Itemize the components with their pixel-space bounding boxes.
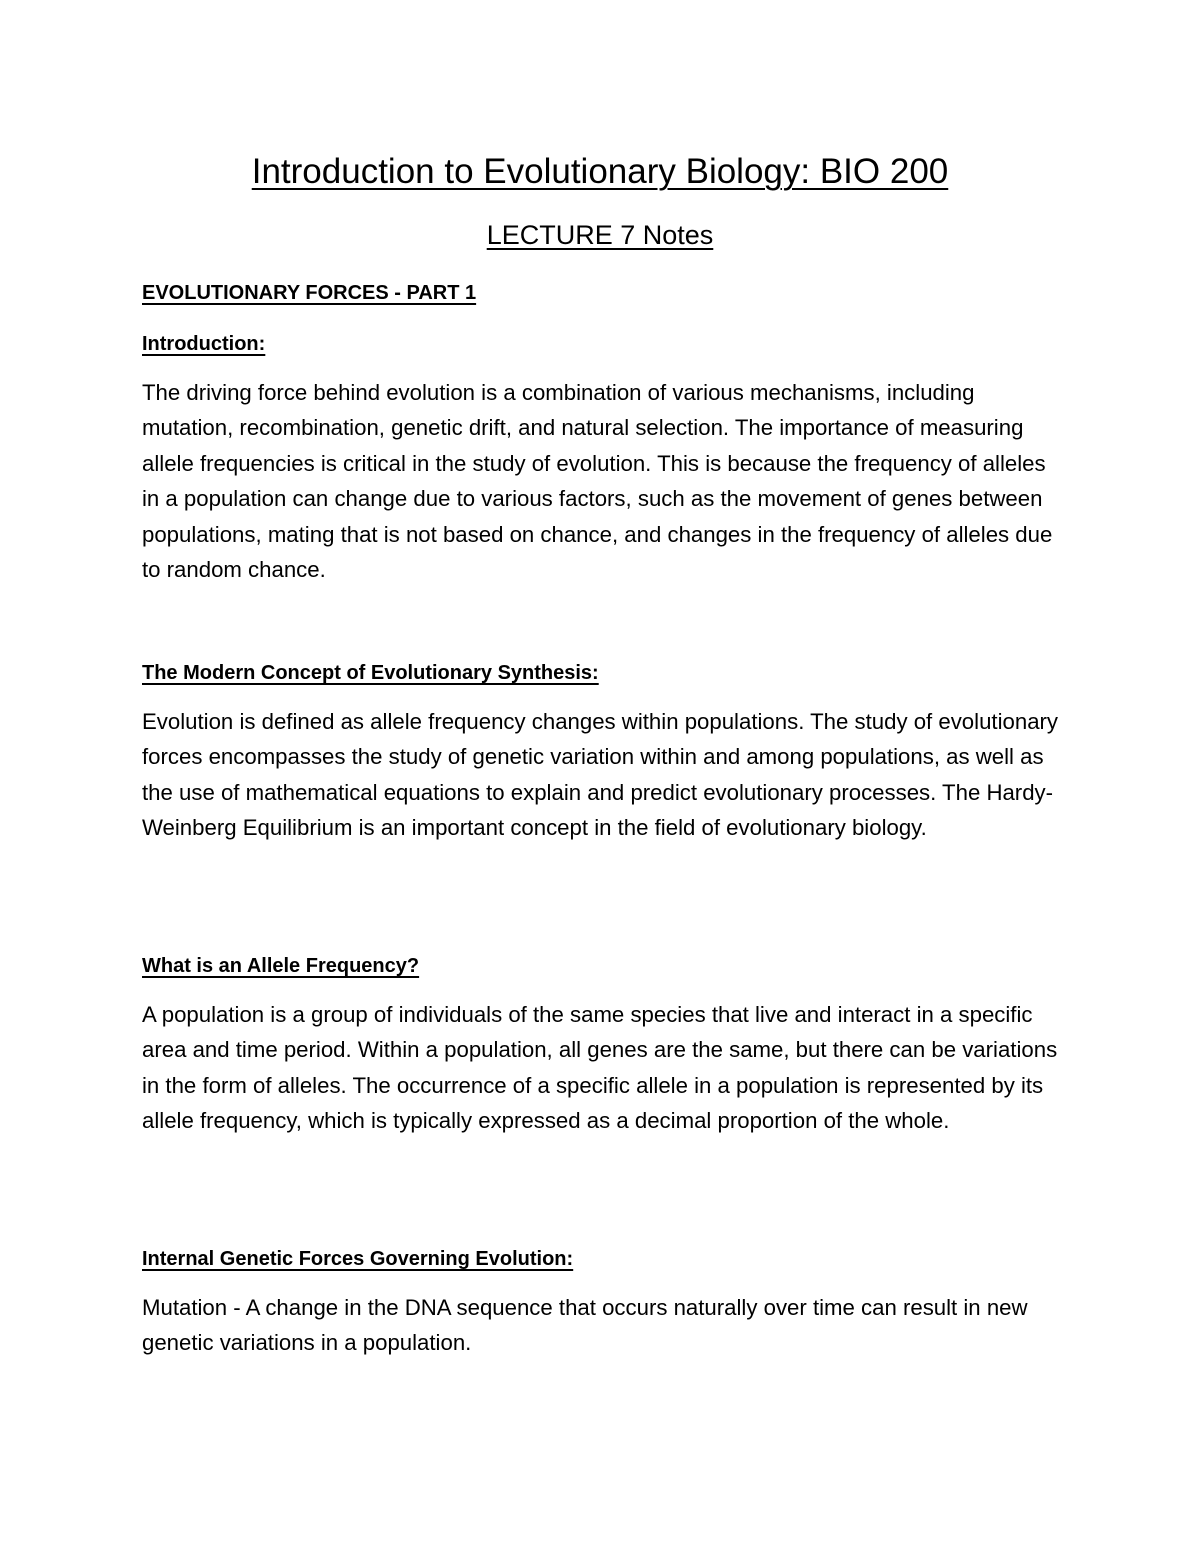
section-heading-allele-frequency: What is an Allele Frequency? — [142, 955, 420, 977]
section-heading-internal-forces: Internal Genetic Forces Governing Evolution: — [142, 1248, 574, 1270]
section-heading-modern-synthesis: The Modern Concept of Evolutionary Synthesis: — [142, 662, 599, 684]
part-heading: EVOLUTIONARY FORCES - PART 1 — [142, 282, 477, 304]
page-title: Introduction to Evolutionary Biology: BIO 200 — [251, 152, 949, 191]
section-body-introduction: The driving force behind evolution is a combination of various mechanisms, including mutation, recombination, genetic drift, and natural selection. The importance of measuring allele frequencies is critical in the study of evolution. This is because the frequency of alleles in a population can change due to various factors, such as the movement of genes between populations, mating that is not based on chance, and changes in the frequency of alleles due to random chance. — [142, 380, 1053, 583]
section-body-modern-synthesis: Evolution is defined as allele frequency changes within populations. The study of evolutionary forces encompasses the study of genetic variation within and among populations, as well as the use of mathematical equations to explain and predict evolutionary processes. The Hardy-Weinberg Equilibrium is an important concept in the field of evolutionary biology. — [142, 709, 1059, 841]
section-body-allele-frequency: A population is a group of individuals of the same species that live and interact in a specific area and time period. Within a population, all genes are the same, but there can be variations in the form of alleles. The occurrence of a specific allele in a population is represented by its allele frequency, which is typically expressed as a decimal proportion of the whole. — [142, 1002, 1058, 1134]
lecture-subtitle: LECTURE 7 Notes — [486, 220, 714, 250]
section-body-internal-forces: Mutation - A change in the DNA sequence that occurs naturally over time can result in new genetic variations in a population. — [142, 1295, 1028, 1356]
section-heading-introduction: Introduction: — [142, 333, 266, 355]
